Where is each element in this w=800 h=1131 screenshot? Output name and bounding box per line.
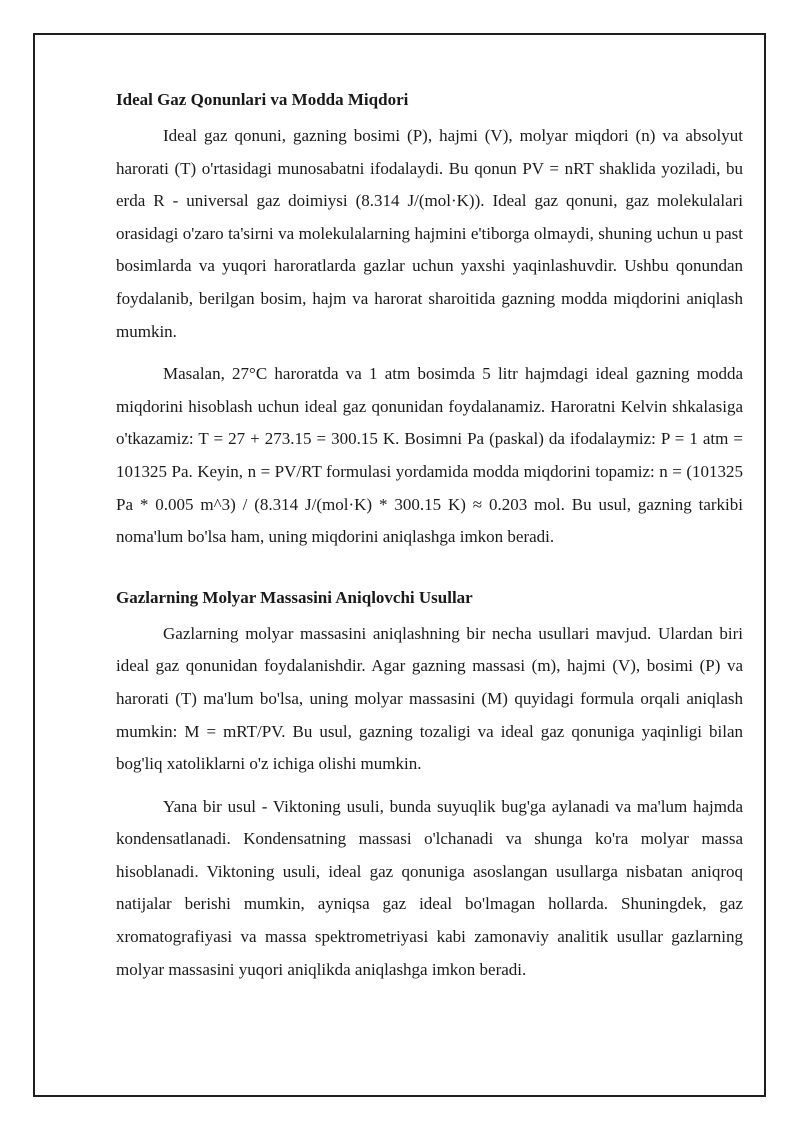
body-paragraph: Yana bir usul - Viktoning usuli, bunda suyuqlik bug'ga aylanadi va ma'lum hajmda kondensatlanadi. Kondensatning massasi o'lchanadi va shunga ko'ra molyar massa hisoblanadi. Viktoning usuli, ideal gaz qonuniga asoslangan usullarga nisbatan aniqroq natijalar berishi mumkin, ayniqsa gaz ideal bo'lmagan hollarda. Shuningdek, gaz xromatografiyasi va massa spektrometriyasi kabi zamonaviy analitik usullar gazlarning molyar massasini yuqori aniqlikda aniqlashga imkon beradi. — [116, 796, 743, 979]
section-heading: Gazlarning Molyar Massasini Aniqlovchi Usullar — [116, 587, 473, 607]
section-heading: Ideal Gaz Qonunlari va Modda Miqdori — [116, 90, 409, 109]
body-paragraph: Gazlarning molyar massasini aniqlashning bir necha usullari mavjud. Ulardan biri ideal gaz qonunidan foydalanishdir. Agar gazning massasi (m), hajmi (V), bosimi (P) va harorati (T) ma'lum bo'lsa, uning molyar massasini (M) quyidagi formula orqali aniqlash mumkin: M = mRT/PV. Bu usul, gazning tozaligi va ideal gaz qonuniga yaqinligi bilan bog'liq xatoliklarni o'z ichiga olishi mumkin. — [116, 623, 743, 774]
body-paragraph: Ideal gaz qonuni, gazning bosimi (P), hajmi (V), molyar miqdori (n) va absolyut harorati (T) o'rtasidagi munosabatni ifodalaydi. Bu qonun PV = nRT shaklida yoziladi, bu erda R - universal gaz doimiysi (8.314 J/(mol·K)). Ideal gaz qonuni, gaz molekulalari orasidagi o'zaro ta'sirni va molekulalarning hajmini e'tiborga olmaydi, shuning uchun u past bosimlarda va yuqori haroratlarda gazlar uchun yaxshi yaqinlashuvdir. Ushbu qonundan foydalanib, berilgan bosim, hajm va harorat sharoitida gazning modda miqdorini aniqlash mumkin. — [116, 126, 743, 341]
body-paragraph: Masalan, 27°C haroratda va 1 atm bosimda 5 litr hajmdagi ideal gazning modda miqdorini hisoblash uchun ideal gaz qonunidan foydalanamiz. Haroratni Kelvin shkalasiga o'tkazamiz: T = 27 + 273.15 = 300.15 K. Bosimni Pa (paskal) da ifodalaymiz: P = 1 atm = 101325 Pa. Keyin, n = PV/RT formulasi yordamida modda miqdorini topamiz: n = (101325 Pa * 0.005 m^3) / (8.314 J/(mol·K) * 300.15 K) ≈ 0.203 mol. Bu usul, gazning tarkibi noma'lum bo'lsa ham, uning miqdorini aniqlashga imkon beradi. — [116, 364, 743, 547]
document-body — [116, 84, 743, 996]
